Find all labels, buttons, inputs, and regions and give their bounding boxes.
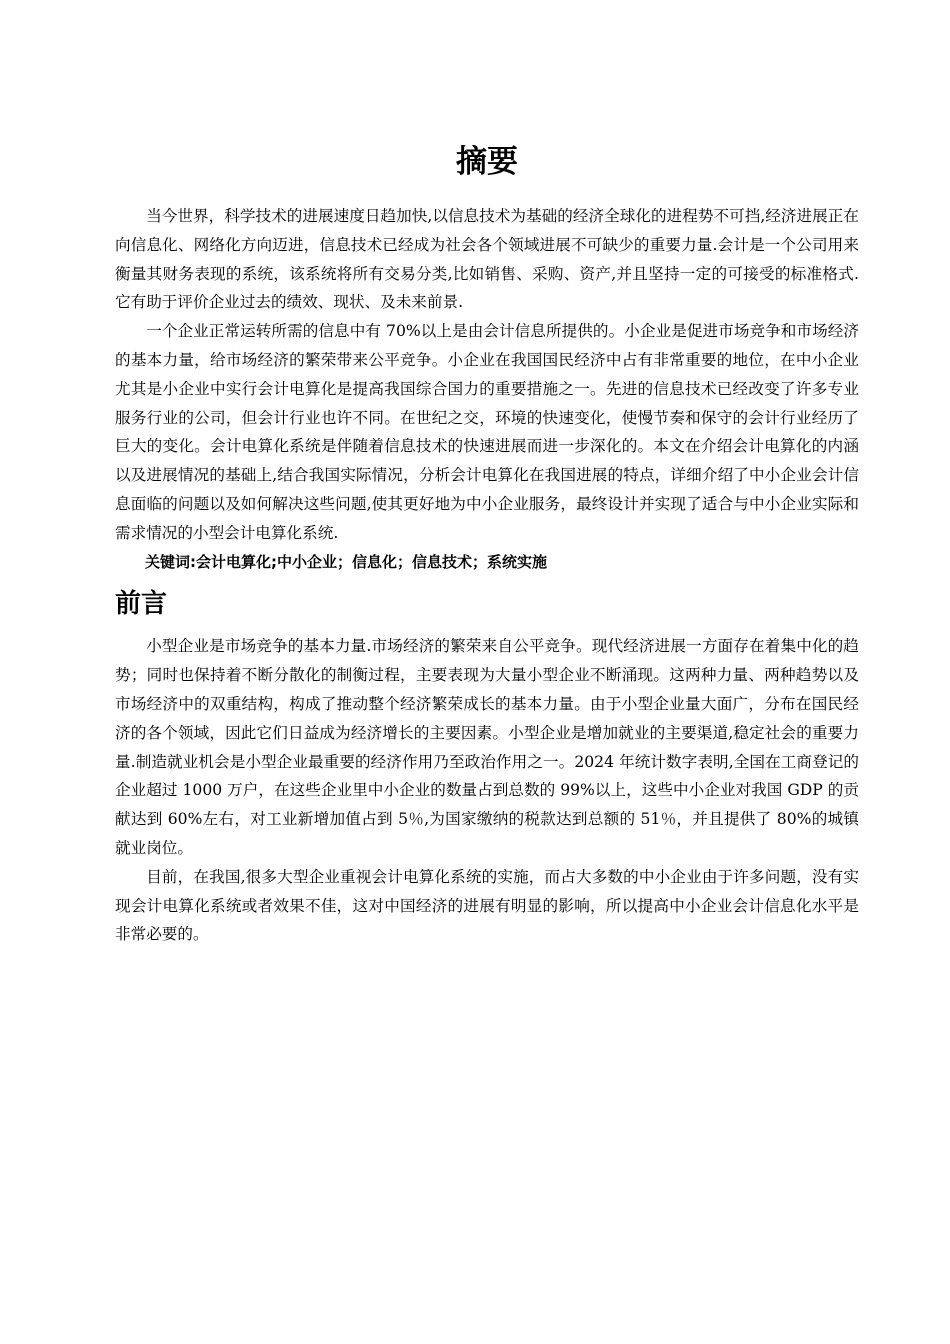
- keywords: 关键词:会计电算化;中小企业；信息化；信息技术；系统实施: [145, 552, 547, 571]
- preface-paragraph-2: 目前，在我国,很多大型企业重视会计电算化系统的实施，而占大多数的中小企业由于许多问题，没有实现会计电算化系统或者效果不佳，这对中国经济的进展有明显的影响，所以提高中小企业会计信息化水平是非常必要的。: [115, 867, 859, 944]
- abstract-paragraph-2: 一个企业正常运转所需的信息中有 70%以上是由会计信息所提供的。小企业是促进市场竞争和市场经济的基本力量，给市场经济的繁荣带来公平竞争。小企业在我国国民经济中占有非常重要的地位，在中小企业尤其是小企业中实行会计电算化是提高我国综合国力的重要措施之一。先进的信息技术已经改变了许多专业服务行业的公司，但会计行业也许不同。在世纪之交，环境的快速变化，使慢节奏和保守的会计行业经历了巨大的变化。会计电算化系统是伴随着信息技术的快速进展而进一步深化的。本文在介绍会计电算化的内涵以及进展情况的基础上,结合我国实际情况，分析会计电算化在我国进展的特点，详细介绍了中小企业会计信息面临的问题以及如何解决这些问题,使其更好地为中小企业服务，最终设计并实现了适合与中小企业实际和需求情况的小型会计电算化系统.: [115, 322, 859, 542]
- abstract-title: 摘要: [456, 144, 518, 180]
- abstract-paragraph-1: 当今世界，科学技术的进展速度日趋加快,以信息技术为基础的经济全球化的进程势不可挡,经济进展正在向信息化、网络化方向迈进，信息技术已经成为社会各个领域进展不可缺少的重要力量.会计是一个公司用来衡量其财务表现的系统，该系统将所有交易分类,比如销售、采购、资产,并且坚持一定的可接受的标准格式.它有助于评价企业过去的绩效、现状、及未来前景.: [115, 207, 859, 312]
- preface-paragraph-1: 小型企业是市场竞争的基本力量.市场经济的繁荣来自公平竞争。现代经济进展一方面存在着集中化的趋势；同时也保持着不断分散化的制衡过程，主要表现为大量小型企业不断涌现。这两种力量、两种趋势以及市场经济中的双重结构，构成了推动整个经济繁荣成长的基本力量。由于小型企业量大面广，分布在国民经济的各个领域，因此它们日益成为经济增长的主要因素。小型企业是增加就业的主要渠道,稳定社会的重要力量.制造就业机会是小型企业最重要的经济作用乃至政治作用之一。2024 年统计数字表明,全国在工商登记的企业超过 1000 万户，在这些企业里中小企业的数量占到总数的 99%以上，这些中小企业对我国 GDP 的贡献达到 60%左右，对工业新增加值占到 5％,为国家缴纳的税款达到总额的 51％，并且提供了 80%的城镇就业岗位。: [115, 637, 859, 857]
- document-page: [115, 140, 859, 949]
- preface-title: 前言: [115, 589, 168, 620]
